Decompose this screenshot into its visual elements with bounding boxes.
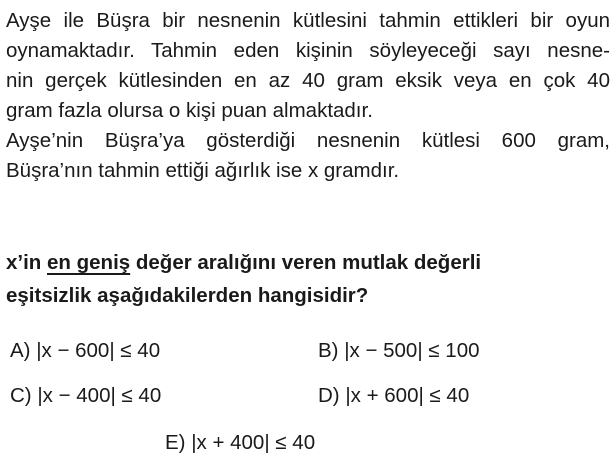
passage-line-6: Büşra’nın tahmin ettiği ağırlık ise x gramdır.: [6, 159, 400, 182]
option-b[interactable]: B) |x − 500| ≤ 100: [318, 339, 480, 362]
passage-line-5: Ayşe’nin Büşra’ya gösterdiği nesnenin kütlesi 600 gram,: [6, 129, 610, 152]
option-e[interactable]: E) |x + 400| ≤ 40: [165, 431, 316, 454]
question-suffix: değer aralığını veren mutlak değerli: [130, 251, 482, 274]
question-prefix: x’in: [6, 251, 48, 274]
question-line-2: eşitsizlik aşağıdakilerden hangisidir?: [6, 284, 369, 307]
option-d[interactable]: D) |x + 600| ≤ 40: [318, 384, 470, 407]
question-emphasis: en geniş: [47, 251, 131, 274]
question-line-1: [6, 246, 610, 279]
passage-line-4: gram fazla olursa o kişi puan almaktadır.: [6, 99, 373, 122]
option-c[interactable]: C) |x − 400| ≤ 40: [10, 384, 162, 407]
passage-line-2: oynamaktadır. Tahmin eden kişinin söyleyeceği sayı nesne-: [6, 39, 610, 62]
problem-passage: [6, 6, 610, 186]
passage-line-3: nin gerçek kütlesinden en az 40 gram eksik veya en çok 40: [6, 69, 610, 92]
question-stem: [6, 246, 610, 312]
option-a[interactable]: A) |x − 600| ≤ 40: [10, 339, 161, 362]
passage-line-1: Ayşe ile Büşra bir nesnenin kütlesini tahmin ettikleri bir oyun: [6, 9, 610, 32]
